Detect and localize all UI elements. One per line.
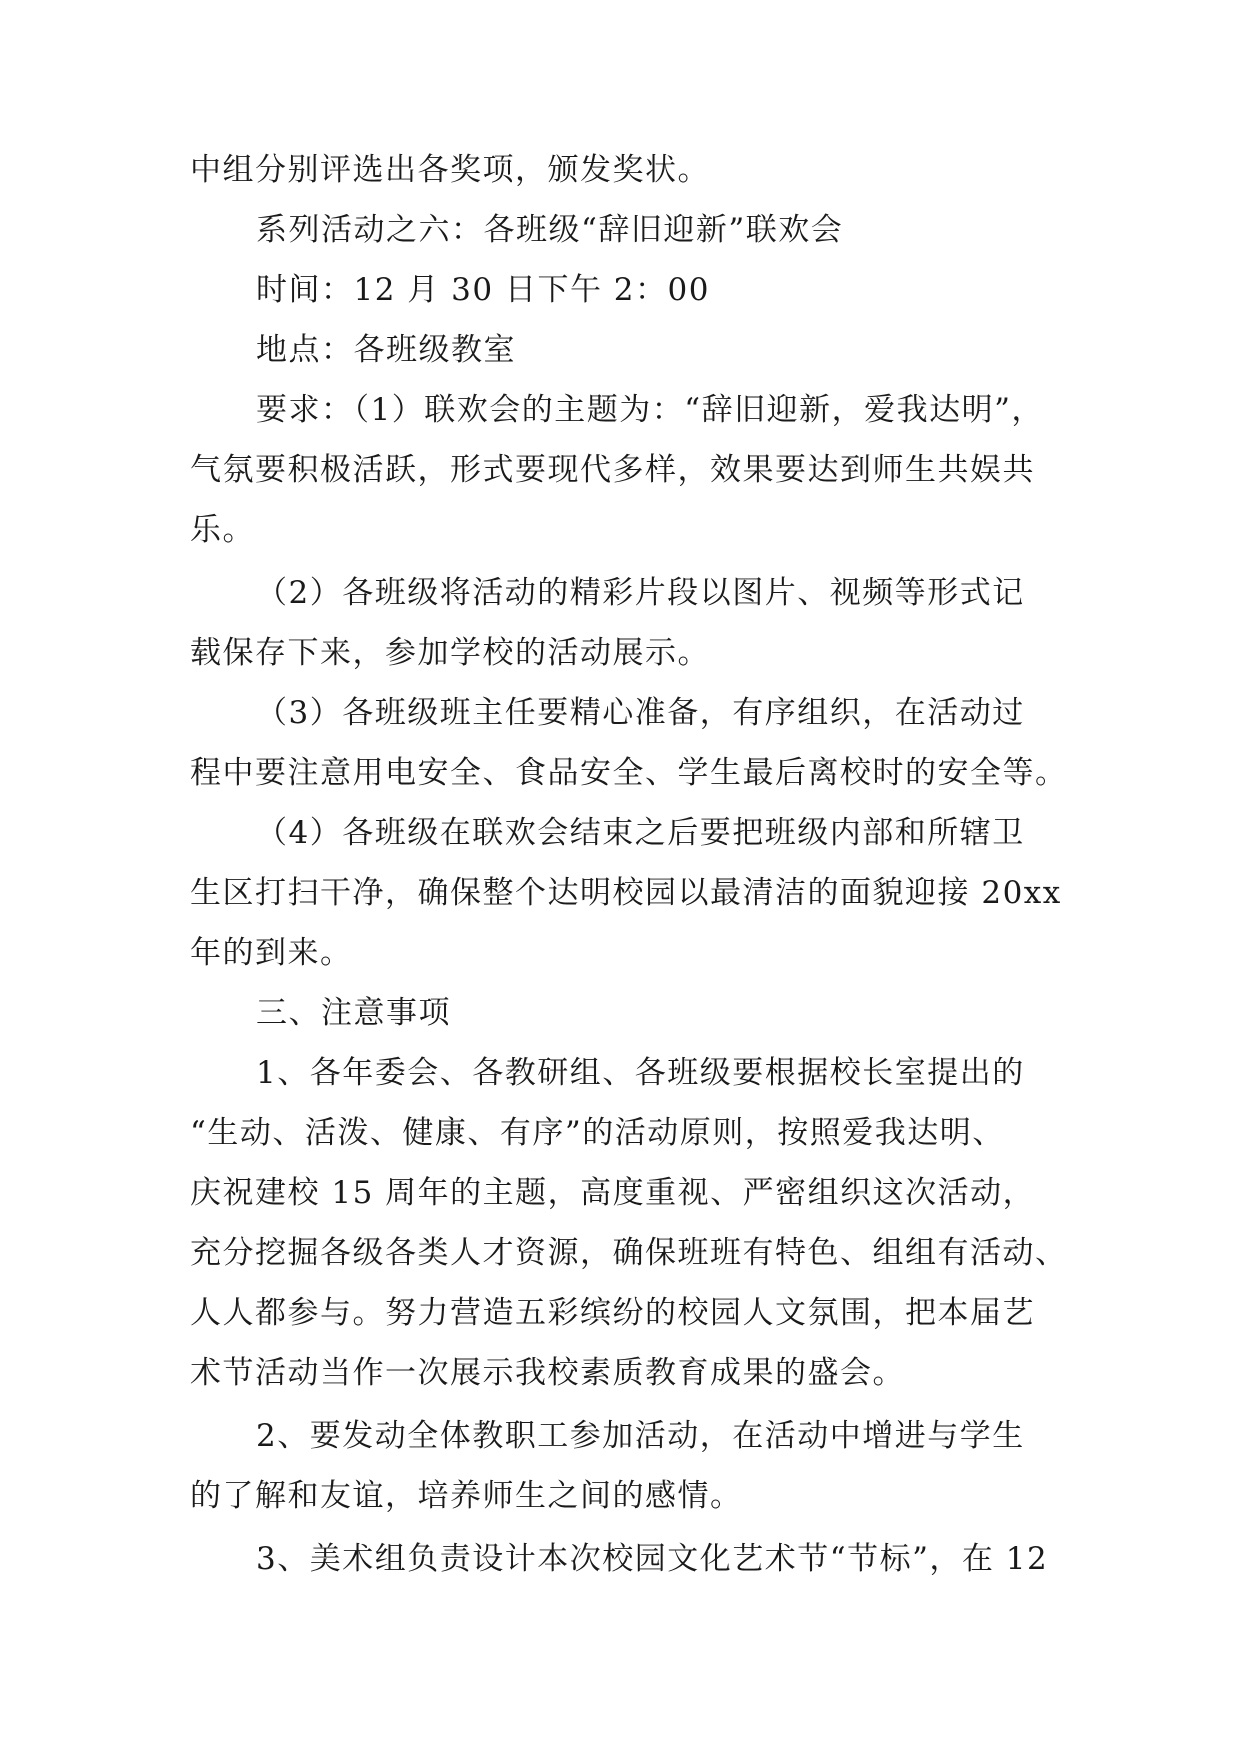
text-line: “生动、活泼、健康、有序”的活动原则，按照爱我达明、 [190,1115,1005,1151]
text-line: 庆祝建校 15 周年的主题，高度重视、严密组织这次活动， [190,1175,1036,1211]
text-line: 时间：12 月 30 日下午 2：00 [256,272,710,308]
text-line: 载保存下来，参加学校的活动展示。 [190,635,710,671]
text-line: （4）各班级在联欢会结束之后要把班级内部和所辖卫 [256,815,1025,851]
text-line: 2、要发动全体教职工参加活动，在活动中增进与学生 [256,1418,1025,1454]
text-line: （2）各班级将活动的精彩片段以图片、视频等形式记 [256,575,1025,611]
text-line: 要求：（1）联欢会的主题为：“辞旧迎新，爱我达明”， [256,392,1044,428]
text-line: 三、注意事项 [256,995,451,1031]
text-line: 地点：各班级教室 [256,332,516,368]
text-line: （3）各班级班主任要精心准备，有序组织，在活动过 [256,695,1025,731]
text-line: 人人都参与。努力营造五彩缤纷的校园人文氛围，把本届艺 [190,1295,1035,1331]
text-line: 的了解和友谊，培养师生之间的感情。 [190,1478,743,1514]
text-line: 充分挖掘各级各类人才资源，确保班班有特色、组组有活动、 [190,1235,1068,1271]
text-line: 气氛要积极活跃，形式要现代多样，效果要达到师生共娱共 [190,452,1035,488]
text-line: 术节活动当作一次展示我校素质教育成果的盛会。 [190,1355,905,1391]
text-line: 生区打扫干净，确保整个达明校园以最清洁的面貌迎接 20xx [190,875,1062,911]
text-line: 程中要注意用电安全、食品安全、学生最后离校时的安全等。 [190,755,1068,791]
text-line: 系列活动之六：各班级“辞旧迎新”联欢会 [256,212,844,248]
text-line: 年的到来。 [190,935,353,971]
text-line: 乐。 [190,512,255,548]
text-line: 3、美术组负责设计本次校园文化艺术节“节标”，在 12 [256,1541,1049,1577]
text-line: 中组分别评选出各奖项，颁发奖状。 [190,152,710,188]
text-line: 1、各年委会、各教研组、各班级要根据校长室提出的 [256,1055,1025,1091]
